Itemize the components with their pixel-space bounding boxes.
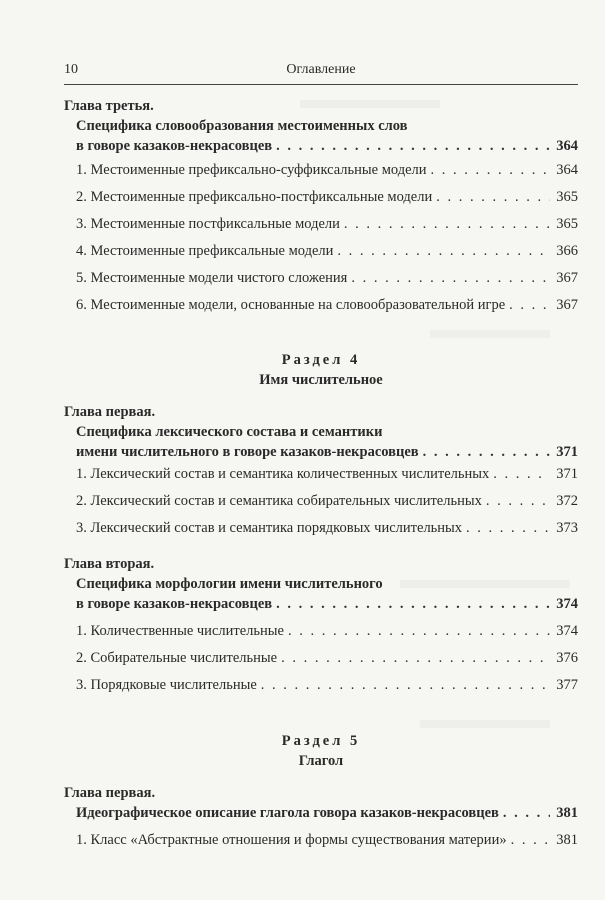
- toc-page-ref: 367: [556, 270, 578, 286]
- toc-page-ref: 372: [556, 493, 578, 509]
- toc-entry[interactable]: [64, 675, 578, 695]
- section-5-chapter-1-items: [64, 830, 578, 850]
- toc-page-ref: 376: [556, 650, 578, 666]
- toc-entry[interactable]: [64, 295, 578, 315]
- toc-page-ref: 366: [556, 243, 578, 259]
- chapter-label: Глава первая.: [64, 404, 156, 420]
- toc-entry[interactable]: [64, 518, 578, 538]
- section-4-chapter-1: [64, 402, 578, 462]
- section-5-label: Раздел 5: [281, 733, 361, 749]
- toc-entry-text: 2. Лексический состав и семантика собирательных числительных: [76, 493, 482, 509]
- toc-entry-chapter[interactable]: [64, 803, 578, 823]
- section-4-label: Раздел 4: [281, 352, 361, 368]
- leader-dots: [511, 830, 550, 850]
- leader-dots: [466, 518, 550, 538]
- toc-entry-text: Идеографическое описание глагола говора казаков-некрасовцев: [76, 805, 499, 821]
- toc-entry-text: в говоре казаков-некрасовцев: [76, 596, 273, 612]
- toc-page-ref: 365: [556, 189, 578, 205]
- toc-entry-text: 3. Порядковые числительные: [76, 677, 257, 693]
- header-rule: [64, 84, 578, 85]
- toc-entry-text: 6. Местоименные модели, основанные на словообразовательной игре: [76, 297, 506, 313]
- section-4-chapter-2-items: [64, 621, 578, 695]
- toc-entry-text: 4. Местоименные префиксальные модели: [76, 243, 334, 259]
- toc-page-ref: 374: [556, 596, 578, 612]
- section-4-title: Имя числительное: [259, 372, 383, 388]
- toc-page-ref: 377: [556, 677, 578, 693]
- toc-entry-text: в говоре казаков-некрасовцев: [76, 138, 273, 154]
- chapter-label: Глава первая.: [64, 785, 156, 801]
- leader-dots: [261, 675, 550, 695]
- toc-entry[interactable]: [64, 160, 578, 180]
- page-header: [64, 62, 578, 82]
- toc-page-ref: 374: [556, 623, 578, 639]
- toc-entry-text: 1. Класс «Абстрактные отношения и формы существования материи»: [76, 832, 507, 848]
- leader-dots: [486, 491, 550, 511]
- toc-page-ref: 371: [556, 466, 578, 482]
- leader-dots: [276, 594, 550, 614]
- leader-dots: [288, 621, 550, 641]
- chapter-3: [64, 96, 578, 156]
- toc-entry[interactable]: [64, 621, 578, 641]
- toc-entry-chapter[interactable]: [64, 594, 578, 614]
- leader-dots: [337, 241, 550, 261]
- leader-dots: [493, 464, 550, 484]
- section-5-title: Глагол: [298, 753, 344, 769]
- toc-page-ref: 381: [556, 805, 578, 821]
- chapter-label: Глава третья.: [64, 98, 154, 114]
- section-4-chapter-1-items: [64, 464, 578, 538]
- section-4-chapter-2: [64, 554, 578, 614]
- leader-dots: [436, 187, 550, 207]
- toc-entry-chapter-3[interactable]: [64, 136, 578, 156]
- leader-dots: [509, 295, 550, 315]
- toc-entry-text: 1. Количественные числительные: [76, 623, 284, 639]
- leader-dots: [351, 268, 550, 288]
- toc-entry-text: 1. Лексический состав и семантика количественных числительных: [76, 466, 490, 482]
- toc-entry[interactable]: [64, 464, 578, 484]
- toc-entry-text: 3. Лексический состав и семантика порядковых числительных: [76, 520, 463, 536]
- toc-entry-text: 3. Местоименные постфиксальные модели: [76, 216, 340, 232]
- toc-page-ref: 364: [556, 138, 578, 154]
- leader-dots: [423, 442, 550, 462]
- leader-dots: [431, 160, 550, 180]
- leader-dots: [344, 214, 550, 234]
- section-5-chapter-1: [64, 783, 578, 823]
- leader-dots: [276, 136, 550, 156]
- toc-entry-text: имени числительного в говоре казаков-некрасовцев: [76, 444, 419, 460]
- toc-page-ref: 371: [556, 444, 578, 460]
- toc-entry-text: 2. Местоименные префиксально-постфиксальные модели: [76, 189, 433, 205]
- running-title: Оглавление: [286, 62, 356, 77]
- toc-page-ref: 381: [556, 832, 578, 848]
- toc-entry[interactable]: [64, 268, 578, 288]
- toc-page-ref: 373: [556, 520, 578, 536]
- leader-dots: [281, 648, 550, 668]
- toc-entry-text: 1. Местоименные префиксально-суффиксальные модели: [76, 162, 427, 178]
- toc-page-ref: 364: [556, 162, 578, 178]
- page-number: 10: [64, 62, 78, 77]
- toc-entry[interactable]: [64, 187, 578, 207]
- chapter-title-line: Специфика морфологии имени числительного: [76, 576, 383, 592]
- toc-entry-text: 2. Собирательные числительные: [76, 650, 278, 666]
- chapter-title-line: Специфика лексического состава и семантики: [76, 424, 383, 440]
- toc-entry[interactable]: [64, 648, 578, 668]
- toc-entry[interactable]: [64, 214, 578, 234]
- toc-entry-text: 5. Местоименные модели чистого сложения: [76, 270, 348, 286]
- chapter-3-items: [64, 160, 578, 315]
- chapter-label: Глава вторая.: [64, 556, 155, 572]
- chapter-title-line: Специфика словообразования местоименных слов: [76, 118, 408, 134]
- toc-page-ref: 367: [556, 297, 578, 313]
- toc-page-ref: 365: [556, 216, 578, 232]
- toc-entry[interactable]: [64, 830, 578, 850]
- leader-dots: [503, 803, 550, 823]
- toc-entry[interactable]: [64, 491, 578, 511]
- toc-entry[interactable]: [64, 241, 578, 261]
- toc-entry-chapter[interactable]: [64, 442, 578, 462]
